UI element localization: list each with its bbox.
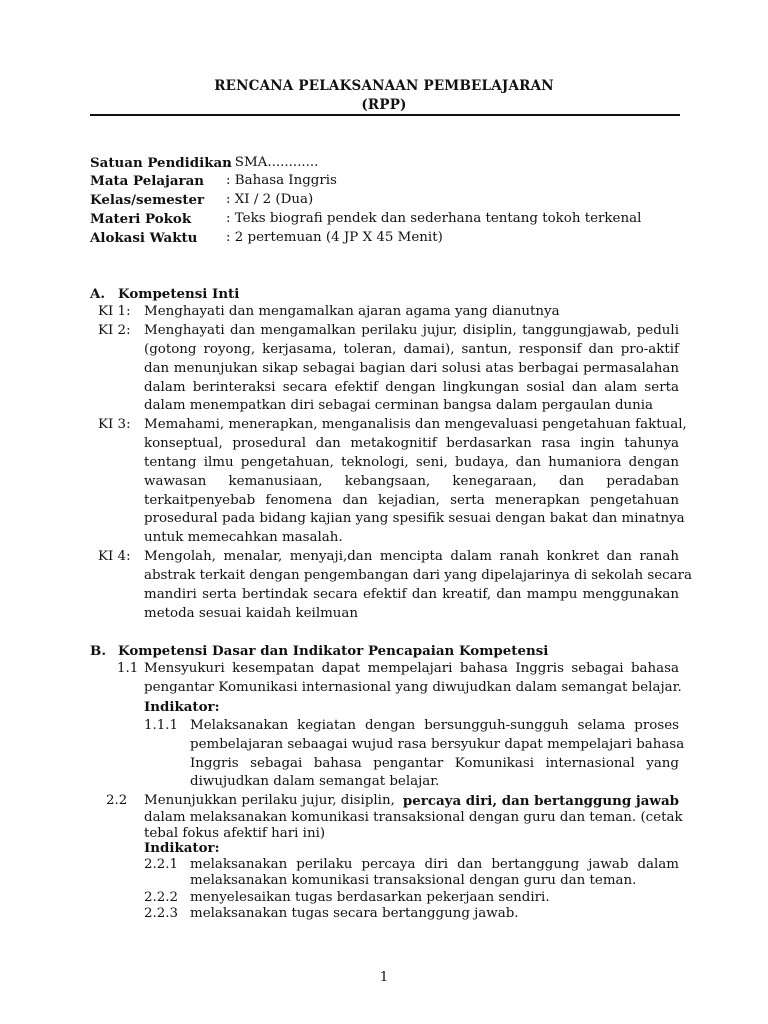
identity-label: Kelas/semester	[90, 192, 205, 208]
identity-label: Satuan Pendidikan	[90, 155, 232, 171]
ki-text-line: dan menunjukan sikap sebagai bagian dari solusi atas berbagai permasalahan	[144, 361, 679, 376]
kd-number: 1.1	[117, 661, 139, 676]
indicator-number: 2.2.3	[144, 906, 179, 921]
document-subtitle: (RPP)	[361, 97, 407, 113]
ki-text-line: prosedural pada bidang kajian yang spesifik sesuai dengan bakat dan minatnya	[144, 511, 685, 526]
indicator-text-line: melaksanakan komunikasi transaksional dengan guru dan teman.	[190, 873, 637, 888]
indicator-text-line: menyelesaikan tugas berdasarkan pekerjaan sendiri.	[190, 890, 550, 905]
identity-value: : Teks biografi pendek dan sederhana tentang tokoh terkenal	[226, 211, 642, 226]
ki-label: KI 1:	[98, 304, 131, 319]
kd-text-normal: Menunjukkan perilaku jujur, disiplin,	[144, 793, 395, 808]
ki-text-line: abstrak terkait dengan pengembangan dari yang dipelajarinya di sekolah secara	[144, 568, 693, 583]
ki-text-line: (gotong royong, kerjasama, toleran, damai), santun, responsif dan pro-aktif	[144, 342, 679, 357]
section-marker: A.	[90, 286, 106, 302]
indicator-number: 1.1.1	[144, 718, 179, 733]
kd-text-line: tebal fokus afektif hari ini)	[144, 826, 326, 841]
ki-text-line-spread	[144, 474, 679, 489]
ki-text-line: wawasan kemanusiaan, kebangsaan, kenegaraan, dan peradaban	[144, 474, 679, 489]
ki-label: KI 3:	[98, 417, 131, 432]
document-title: RENCANA PELAKSANAAN PEMBELAJARAN	[214, 78, 554, 94]
ki-text-line: dalam menempatkan diri sebagai cerminan bangsa dalam pergaulan dunia	[144, 398, 654, 413]
kd-text-line-mixed	[144, 793, 679, 809]
kd-text-line: pengantar Komunikasi internasional yang diwujudkan dalam semangat belajar.	[144, 680, 682, 695]
indicator-text-line: Inggris sebagai bahasa pengantar Komunikasi internasional yang	[190, 756, 679, 771]
kd-text-line: dalam melaksanakan komunikasi transaksional dengan guru dan teman. (cetak	[144, 810, 683, 825]
ki-text-line: mandiri serta bertindak secara efektif dan kreatif, dan mampu menggunakan	[144, 587, 679, 602]
indikator-label: Indikator:	[144, 699, 220, 715]
ki-text-line: metoda sesuai kaidah keilmuan	[144, 606, 359, 621]
identity-label: Mata Pelajaran	[90, 173, 205, 189]
kd-text-bold: percaya diri, dan bertanggung jawab	[402, 793, 679, 809]
section-heading: Kompetensi Inti	[118, 286, 240, 302]
ki-label: KI 4:	[98, 549, 131, 564]
identity-value: : 2 pertemuan (4 JP X 45 Menit)	[226, 230, 443, 245]
indicator-number: 2.2.2	[144, 890, 179, 905]
indicator-text-line: diwujudkan dalam semangat belajar.	[190, 774, 440, 789]
section-marker: B.	[90, 643, 106, 659]
indicator-text-line: melaksanakan perilaku percaya diri dan bertanggung jawab dalam	[190, 857, 679, 872]
indicator-number: 2.2.1	[144, 857, 179, 872]
identity-value: : Bahasa Inggris	[226, 173, 337, 188]
identity-label: Materi Pokok	[90, 211, 192, 227]
page-number: 1	[379, 970, 389, 985]
ki-text-line: untuk memecahkan masalah.	[144, 530, 343, 545]
identity-label: Alokasi Waktu	[90, 230, 198, 246]
indicator-text-line: Melaksanakan kegiatan dengan bersungguh-sungguh selama proses	[190, 718, 679, 733]
indicator-text-line: pembelajaran sebaagai wujud rasa bersyukur dapat mempelajari bahasa	[190, 737, 685, 752]
ki-text-line: dalam berinteraksi secara efektif dengan lingkungan sosial dan alam serta	[144, 380, 679, 395]
ki-text-line: Menghayati dan mengamalkan perilaku jujur, disiplin, tanggungjawab, peduli	[144, 323, 679, 338]
section-heading: Kompetensi Dasar dan Indikator Pencapaian Kompetensi	[118, 643, 549, 659]
kd-text-line: Mensyukuri kesempatan dapat mempelajari bahasa Inggris sebagai bahasa	[144, 661, 679, 676]
ki-text-line: terkaitpenyebab fenomena dan kejadian, serta menerapkan pengetahuan	[144, 493, 679, 508]
identity-value: : SMA............	[226, 155, 319, 170]
ki-label: KI 2:	[98, 323, 131, 338]
identity-value: : XI / 2 (Dua)	[226, 192, 314, 207]
ki-text-line: Memahami, menerapkan, menganalisis dan mengevaluasi pengetahuan faktual,	[144, 417, 687, 432]
kd-number: 2.2	[106, 793, 128, 808]
ki-text-line: Mengolah, menalar, menyaji,dan mencipta dalam ranah konkret dan ranah	[144, 549, 679, 564]
ki-text-line: konseptual, prosedural dan metakognitif berdasarkan rasa ingin tahunya	[144, 436, 679, 451]
title-divider	[90, 114, 680, 116]
indikator-label: Indikator:	[144, 840, 220, 856]
ki-text-line: tentang ilmu pengetahuan, teknologi, seni, budaya, dan humaniora dengan	[144, 455, 679, 470]
indicator-text-line: melaksanakan tugas secara bertanggung jawab.	[190, 906, 519, 921]
ki-text-line: Menghayati dan mengamalkan ajaran agama yang dianutnya	[144, 304, 560, 319]
